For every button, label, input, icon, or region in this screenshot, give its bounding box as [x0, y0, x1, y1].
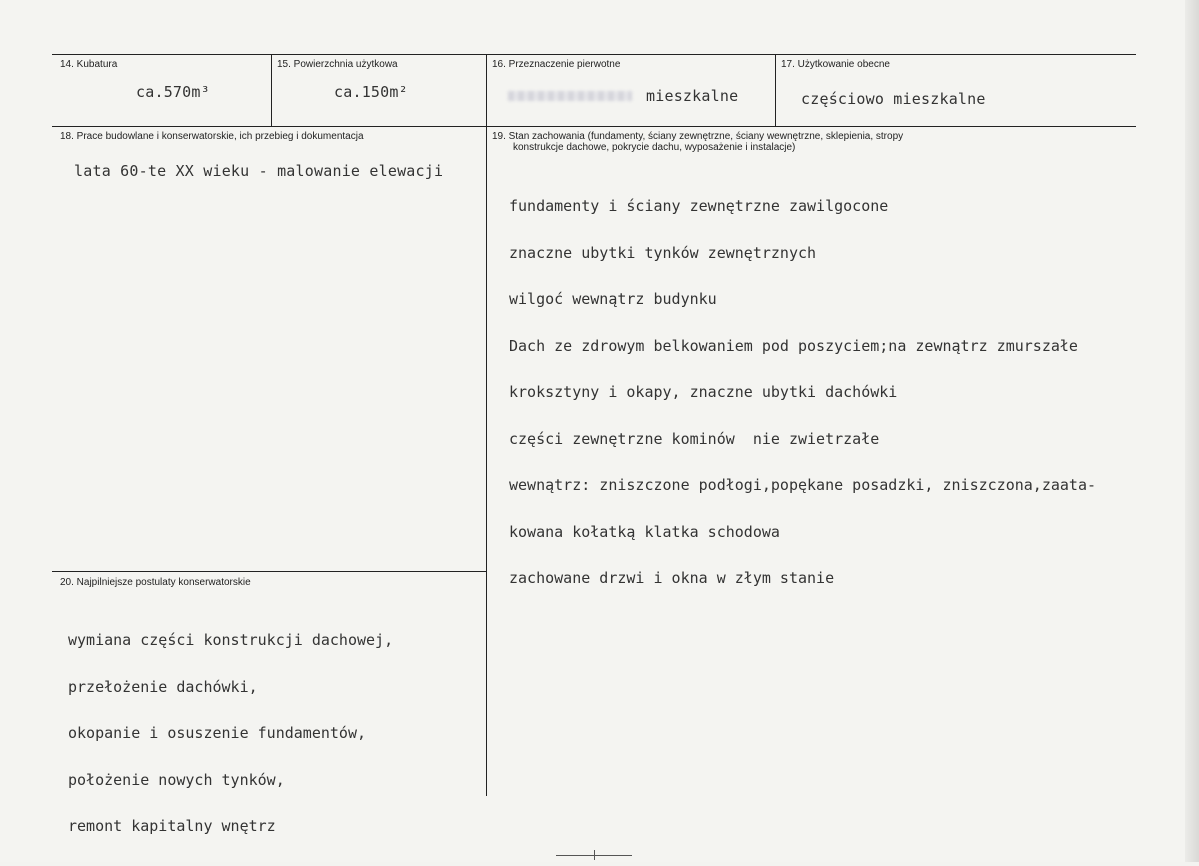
field-19-line: znaczne ubytki tynków zewnętrznych — [509, 243, 817, 262]
field-20-text — [68, 602, 393, 866]
redaction-mark — [508, 91, 632, 101]
field-20-line: położenie nowych tynków, — [68, 770, 285, 789]
rule-row1-bottom — [52, 126, 1136, 127]
field-19-line: wilgoć wewnątrz budynku — [509, 290, 717, 308]
rule-col-16 — [486, 54, 487, 796]
field-20-line: okopanie i osuszenie fundamentów, — [68, 724, 367, 742]
field-19-line: fundamenty i ściany zewnętrzne zawilgocone — [509, 197, 889, 215]
field-15-label: 15. Powierzchnia użytkowa — [277, 59, 398, 70]
field-18-value: lata 60-te XX wieku - malowanie elewacji — [74, 162, 444, 180]
field-19-line: Dach ze zdrowym belkowaniem pod poszyciem;na zewnątrz zmurszałe — [509, 336, 1078, 355]
field-18-label: 18. Prace budowlane i konserwatorskie, ich przebieg i dokumentacja — [60, 131, 364, 142]
field-19-line: części zewnętrzne kominów nie zwietrzałe — [509, 429, 880, 448]
field-15-value: ca.150m² — [334, 83, 408, 101]
field-20-line: przełożenie dachówki, — [68, 677, 258, 696]
field-19-text — [509, 168, 1096, 618]
field-20-line: wymiana części konstrukcji dachowej, — [68, 631, 394, 649]
field-17-label: 17. Użytkowanie obecne — [781, 59, 890, 70]
card-edge-shadow — [1185, 0, 1199, 862]
field-16-label: 16. Przeznaczenie pierwotne — [492, 59, 621, 70]
rule-col-17 — [775, 54, 776, 126]
field-19-line: zachowane drzwi i okna w złym stanie — [509, 569, 835, 587]
field-19-line: wewnątrz: zniszczone podłogi,popękane posadzki, zniszczona,zaata- — [509, 476, 1096, 494]
rule-section20-top — [52, 571, 487, 572]
bottom-tick-stem — [594, 850, 595, 860]
field-14-value: ca.570m³ — [136, 83, 210, 101]
rule-top — [52, 54, 1136, 55]
field-16-value: mieszkalne — [646, 87, 739, 105]
field-19-line: kroksztyny i okapy, znaczne ubytki dachówki — [509, 383, 898, 401]
field-19-label: 19. Stan zachowania (fundamenty, ściany zewnętrzne, ściany wewnętrzne, sklepienia, stropy — [492, 131, 904, 142]
rule-col-15 — [271, 54, 272, 126]
field-19-label-continued: konstrukcje dachowe, pokrycie dachu, wyposażenie i instalacje) — [513, 142, 796, 153]
field-14-label: 14. Kubatura — [60, 59, 118, 70]
field-20-line: remont kapitalny wnętrz — [68, 817, 276, 835]
field-20-label: 20. Najpilniejsze postulaty konserwatorskie — [60, 577, 251, 588]
field-19-line: kowana kołatką klatka schodowa — [509, 522, 780, 541]
field-17-value: częściowo mieszkalne — [801, 90, 986, 108]
